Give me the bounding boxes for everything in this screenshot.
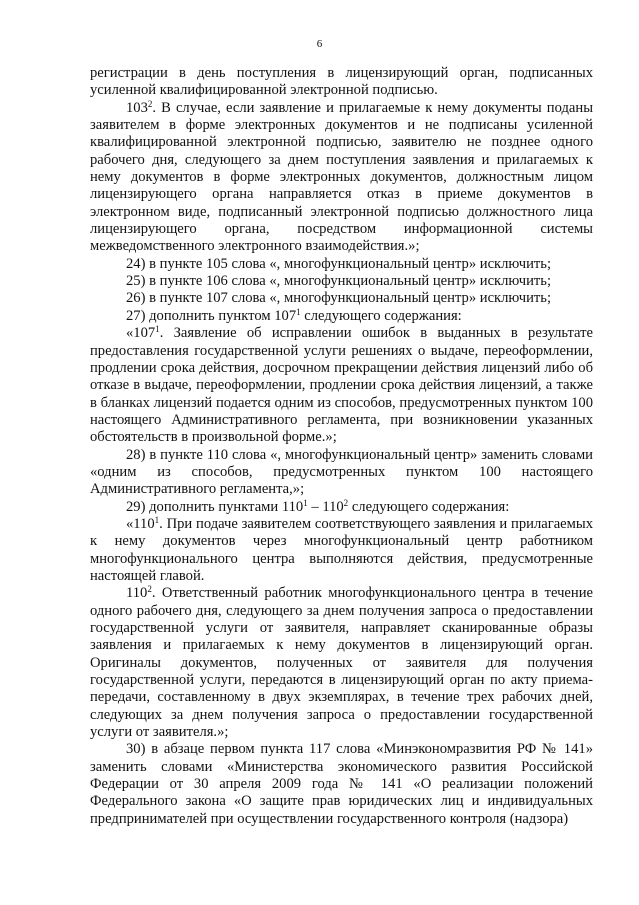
paragraph-item-30: 30) в абзаце первом пункта 117 слова «Минэкономразвития РФ № 141» заменить словами «Министерства экономического развития Российской Федерации от 30 апреля 2009 года № 141 «О реализации положений Федерального закона «О защите прав юридических лиц и индивидуальных предпринимателей при осуществлении государственного контроля (надзора) (90, 741, 593, 827)
page-number: 6 (316, 38, 323, 50)
paragraph-item-24: 24) в пункте 105 слова «, многофункциональный центр» исключить; (126, 255, 552, 272)
paragraph-item-26: 26) в пункте 107 слова «, многофункциональный центр» исключить; (126, 290, 552, 307)
paragraph-item-29: 29) дополнить пунктами $110^1 - 110^2$ следующего содержания: (126, 497, 510, 515)
paragraph-107-1: «$107^1$. Заявление об исправлении ошибок в выданных в результате предоставления государственной услуги решениях о выдаче, переоформлении, продлении срока действия, досрочном прекращении действия лицензий либо об отказе в выдаче, переоформлении, продлении срока действия лицензий, а также в бланках лицензий подается одним из способов, предусмотренных пунктом 100 настоящего Административного регламента, при возникновении указанных обстоятельств в произвольной форме.»; (90, 324, 593, 446)
document-body (90, 65, 593, 828)
paragraph-110-1: «$110^1$. При подаче заявителем соответствующего заявления и прилагаемых к нему документов через многофункциональный центр работником многофункционального центра выполняются действия, предусмотренные настоящей главой. (90, 514, 593, 584)
paragraph-item-27: 27) дополнить пунктом $107^1$ следующего содержания: (126, 306, 462, 324)
paragraph-item-28: 28) в пункте 110 слова «, многофункциональный центр» заменить словами «одним из способов, предусмотренных пунктом 100 настоящего Административного регламента,»; (90, 446, 593, 498)
paragraph-103-2: $103^2$. В случае, если заявление и прилагаемые к нему документы поданы заявителем в форме электронных документов и не подписаны усиленной квалифицированной электронной подписью, заявителю не позднее одного рабочего дня, следующего за днем поступления заявления и прилагаемых к нему документов в форме электронных документов, должностным лицом лицензирующего органа направляется отказ в приеме документов в электронном виде, подписанный электронной подписью должностного лица лицензирующего органа, посредством информационной системы межведомственного электронного взаимодействия.»; (90, 98, 593, 255)
paragraph-item-25: 25) в пункте 106 слова «, многофункциональный центр» исключить; (126, 273, 552, 290)
paragraph-continuation: регистрации в день поступления в лицензирующий орган, подписанных усиленной квалифицированной электронной подписью. (90, 65, 593, 99)
paragraph-110-2: $110^2$. Ответственный работник многофункционального центра в течение одного рабочего дня, следующего за днем получения запроса о предоставлении государственной услуги от заявителя, направляет сканированные образы заявления и прилагаемых к нему документов в лицензирующий орган. Оригиналы документов, полученных от заявителя для получения государственной услуги, передаются в лицензирующий орган по акту приема-передачи, составленному в двух экземплярах, в течение трех рабочих дней, следующих за днем получения запроса о предоставлении государственной услуги от заявителя.»; (90, 584, 593, 741)
